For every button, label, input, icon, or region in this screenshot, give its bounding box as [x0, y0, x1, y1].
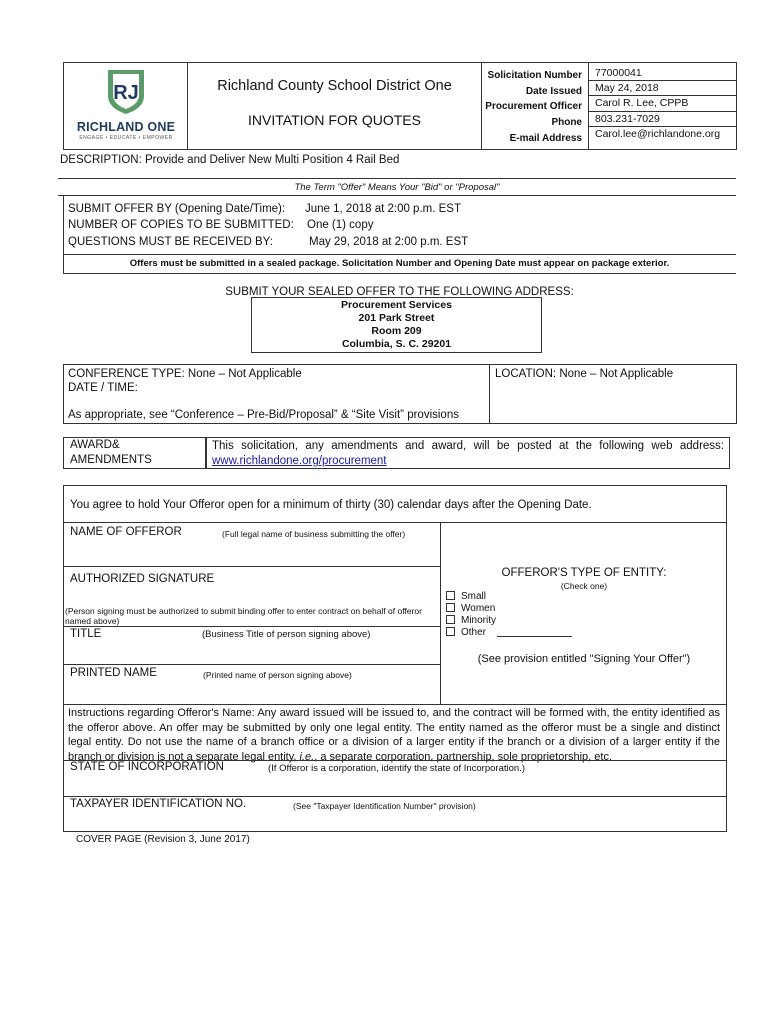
submit-label-opening: SUBMIT OFFER BY (Opening Date/Time):	[68, 203, 286, 215]
checkbox[interactable]	[446, 615, 455, 624]
submit-value-copies: One (1) copy	[307, 219, 374, 231]
logo-tagline: ENGAGE • EDUCATE • EMPOWER	[79, 135, 173, 141]
date-issued: May 24, 2018	[595, 82, 659, 94]
district-name: Richland County School District One	[217, 78, 452, 94]
entity-option-minority[interactable]	[446, 615, 496, 626]
entity-option-small[interactable]	[446, 591, 486, 602]
printed-name-hint: (Printed name of person signing above)	[203, 670, 352, 680]
cover-page-footer: COVER PAGE (Revision 3, June 2017)	[76, 834, 250, 845]
entity-heading: OFFEROR'S TYPE OF ENTITY:	[501, 567, 667, 579]
info-label-email: E-mail Address	[509, 133, 582, 144]
printed-name-label: PRINTED NAME	[70, 667, 157, 679]
conference-note: As appropriate, see “Conference – Pre-Bid/Proposal” & “Site Visit” provisions	[68, 409, 459, 421]
entity-option-label: Minority	[461, 615, 497, 626]
sealed-package-notice: Offers must be submitted in a sealed package. Solicitation Number and Opening Date must appear on package exterior.	[129, 258, 670, 269]
logo-monogram: RJ	[113, 82, 139, 104]
title-label: TITLE	[70, 628, 102, 640]
address-heading: SUBMIT YOUR SEALED OFFER TO THE FOLLOWING ADDRESS:	[225, 286, 574, 298]
award-text: This solicitation, any amendments and award, will be posted at the following web address:	[212, 440, 724, 452]
info-label-officer: Procurement Officer	[485, 101, 582, 112]
address-box	[251, 297, 542, 353]
checkbox[interactable]	[446, 603, 455, 612]
signature-hint: (Person signing must be authorized to submit binding offer to enter contract on behalf of offeror named above)	[65, 606, 422, 626]
procurement-link[interactable]: www.richlandone.org/procurement	[212, 455, 387, 467]
offeror-name-label: NAME OF OFFEROR	[70, 526, 182, 538]
logo-name: RICHLAND ONE	[76, 120, 176, 134]
offeror-instructions	[68, 706, 720, 764]
entity-option-label: Other	[461, 627, 487, 638]
info-label-date: Date Issued	[525, 86, 582, 97]
shield-icon	[66, 66, 186, 116]
entity-option-other[interactable]	[446, 627, 486, 638]
hold-offer-text: You agree to hold Your Offeror open for a minimum of thirty (30) calendar days after the Opening Date.	[70, 499, 592, 511]
phone-number: 803.231-7029	[595, 113, 660, 125]
offer-term-note: The Term "Offer" Means Your "Bid" or "Proposal"	[294, 182, 500, 193]
description: DESCRIPTION: Provide and Deliver New Multi Position 4 Rail Bed	[60, 154, 400, 166]
submit-label-copies: NUMBER OF COPIES TO BE SUBMITTED:	[68, 219, 294, 231]
address-line-1: Procurement Services	[341, 299, 452, 311]
conference-type: CONFERENCE TYPE: None – Not Applicable	[68, 368, 302, 380]
conference-location: LOCATION: None – Not Applicable	[495, 368, 674, 380]
instructions-text: Instructions regarding Offeror's Name: Any award issued will be issued to, and the contract will be formed with, the entity identified as the offeror above. An offer may be submitted by only one legal entity. The entity named as the offeror must be a single and distinct legal entity. Do not use the name of a branch office or a division of a larger entity if the branch or a division of a larger entity if the branch or division is not a separate legal entity,	[68, 707, 720, 763]
offeror-name-hint: (Full legal name of business submitting the offer)	[222, 529, 406, 539]
info-label-solicitation: Solicitation Number	[487, 70, 582, 81]
document-title: INVITATION FOR QUOTES	[248, 112, 421, 128]
signature-label: AUTHORIZED SIGNATURE	[70, 573, 215, 585]
address-line-4: Columbia, S. C. 29201	[341, 338, 452, 350]
procurement-officer: Carol R. Lee, CPPB	[595, 97, 689, 109]
award-label-2: AMENDMENTS	[70, 454, 152, 466]
title-hint: (Business Title of person signing above)	[202, 629, 371, 640]
other-entity-line[interactable]	[497, 636, 572, 637]
conference-date-time: DATE / TIME:	[68, 382, 138, 394]
instructions-ie: i.e.	[299, 750, 315, 763]
state-label: STATE OF INCORPORATION	[70, 761, 224, 773]
district-logo	[66, 66, 186, 146]
tin-hint: (See "Taxpayer Identification Number" provision)	[293, 801, 476, 811]
award-label-1: AWARD&	[70, 439, 120, 451]
state-hint: (If Offeror is a corporation, identify the state of Incorporation.)	[268, 763, 525, 774]
address-line-3: Room 209	[371, 325, 422, 337]
instructions-end: , a separate corporation, partnership, sole proprietorship, etc.	[314, 750, 613, 763]
entity-option-women[interactable]	[446, 603, 495, 614]
solicitation-number: 77000041	[595, 67, 642, 79]
submit-value-questions: May 29, 2018 at 2:00 p.m. EST	[309, 236, 469, 248]
submit-label-questions: QUESTIONS MUST BE RECEIVED BY:	[68, 236, 273, 248]
tin-label: TAXPAYER IDENTIFICATION NO.	[70, 798, 247, 810]
email-address: Carol.lee@richlandone.org	[595, 128, 721, 140]
entity-subheading: (Check one)	[560, 581, 608, 591]
submit-value-opening: June 1, 2018 at 2:00 p.m. EST	[305, 203, 461, 215]
entity-note: (See provision entitled "Signing Your Offer")	[477, 653, 691, 665]
info-label-phone: Phone	[551, 117, 582, 128]
entity-option-label: Small	[461, 591, 487, 602]
entity-option-label: Women	[461, 603, 496, 614]
address-line-2: 201 Park Street	[358, 312, 435, 324]
checkbox[interactable]	[446, 591, 455, 600]
checkbox[interactable]	[446, 627, 455, 636]
